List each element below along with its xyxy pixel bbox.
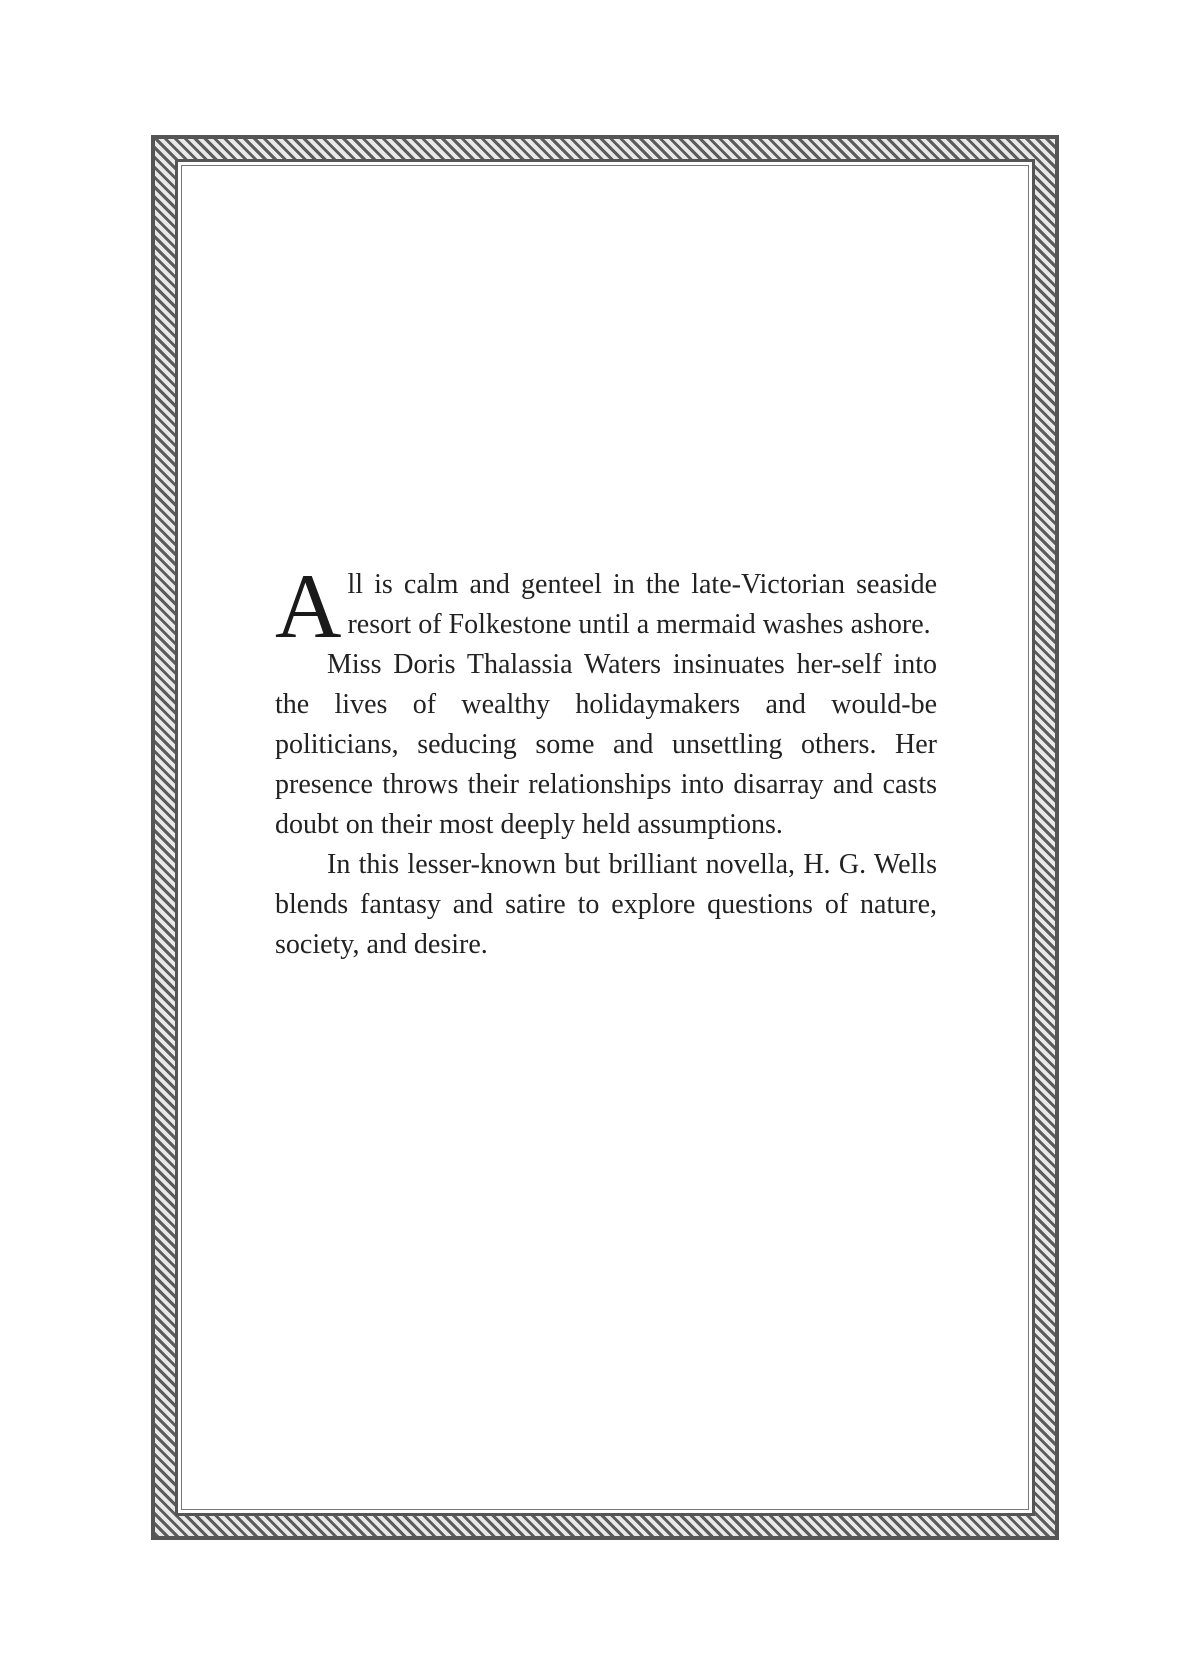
drop-cap: A xyxy=(275,555,342,657)
book-blurb xyxy=(275,555,937,965)
blurb-paragraph-1 xyxy=(275,555,937,657)
blurb-paragraph-2: Miss Doris Thalassia Waters insinuates her-self into the lives of wealthy holidaymakers and would-be politicians, seducing some and unsettling others. Her presence throws their relationships into disarray and casts doubt on their most deeply held assumptions. xyxy=(275,649,937,840)
blurb-paragraph-1-text: ll is calm and genteel in the late-Victorian seaside resort of Folkestone until a mermaid washes ashore. xyxy=(347,569,937,640)
blurb-paragraph-3: In this lesser-known but brilliant novella, H. G. Wells blends fantasy and satire to explore questions of nature, society, and desire. xyxy=(275,849,937,960)
